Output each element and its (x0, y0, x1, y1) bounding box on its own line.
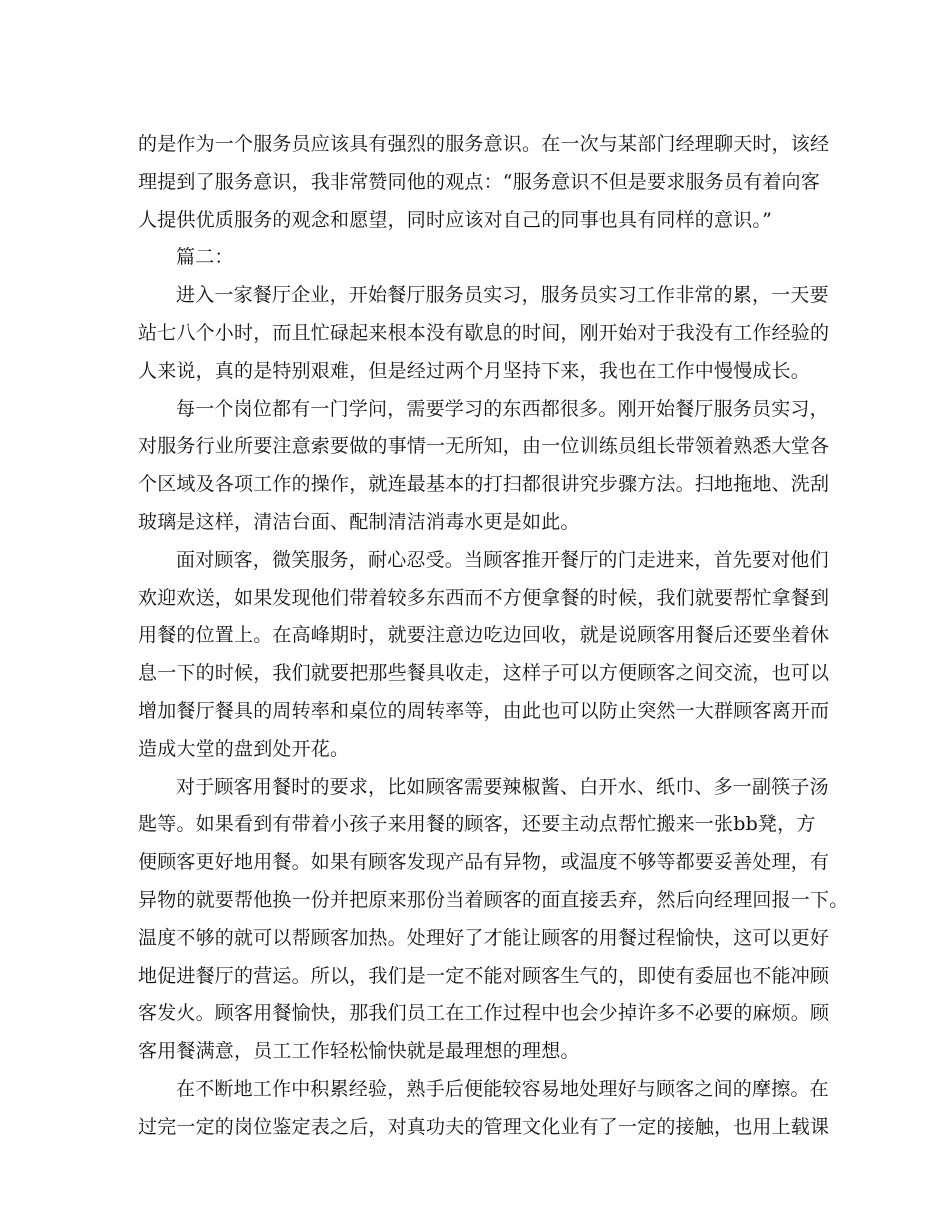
text-line: 客发火。顾客用餐愉快，那我们员工在工作过程中也会少掉许多不必要的麻烦。顾 (138, 1002, 830, 1025)
text-line: 篇二： (176, 246, 234, 269)
text-line: 异物的就要帮他换一份并把原来那份当着顾客的面直接丢弃，然后向经理回报一下。 (138, 888, 849, 911)
text-line: 站七八个小时，而且忙碌起来根本没有歇息的时间，刚开始对于我没有工作经验的 (138, 321, 830, 344)
text-line: 温度不够的就可以帮顾客加热。处理好了才能让顾客的用餐过程愉快，这可以更好 (138, 926, 830, 949)
text-line: 地促进餐厅的营运。所以，我们是一定不能对顾客生气的，即使有委屈也不能冲顾 (138, 964, 830, 987)
text-line: 欢迎欢送，如果发现他们带着较多东西而不方便拿餐的时候，我们就要帮忙拿餐到 (138, 586, 830, 609)
text-line: 人来说，真的是特别艰难，但是经过两个月坚持下来，我也在工作中慢慢成长。 (138, 359, 811, 382)
text-line: 增加餐厅餐具的周转率和桌位的周转率等，由此也可以防止突然一大群顾客离开而 (138, 699, 830, 722)
text-line: 客用餐满意，员工工作轻松愉快就是最理想的理想。 (138, 1040, 580, 1063)
text-line: 用餐的位置上。在高峰期时，就要注意边吃边回收，就是说顾客用餐后还要坐着休 (138, 624, 830, 647)
text-line: 每一个岗位都有一门学问，需要学习的东西都很多。刚开始餐厅服务员实习， (176, 397, 829, 420)
text-line: 过完一定的岗位鉴定表之后，对真功夫的管理文化业有了一定的接触，也用上载课 (138, 1115, 830, 1138)
text-line: 在不断地工作中积累经验，熟手后便能较容易地处理好与顾客之间的摩擦。在 (176, 1077, 829, 1100)
text-line: 便顾客更好地用餐。如果有顾客发现产品有异物，或温度不够等都要妥善处理，有 (138, 851, 830, 874)
text-line: 对于顾客用餐时的要求，比如顾客需要辣椒酱、白开水、纸巾、多一副筷子汤 (176, 775, 829, 798)
text-line: 面对顾客，微笑服务，耐心忍受。当顾客推开餐厅的门走进来，首先要对他们 (176, 548, 829, 571)
text-line: 玻璃是这样，清洁台面、配制清洁消毒水更是如此。 (138, 510, 580, 533)
text-line: 对服务行业所要注意索要做的事情一无所知，由一位训练员组长带领着熟悉大堂各 (138, 435, 830, 458)
text-line: 个区域及各项工作的操作，就连最基本的打扫都很讲究步骤方法。扫地拖地、洗刮 (138, 473, 830, 496)
text-line: 人提供优质服务的观念和愿望，同时应该对自己的同事也具有同样的意识。” (138, 208, 773, 231)
text-line: 匙等。如果看到有带着小孩子来用餐的顾客，还要主动点帮忙搬来一张bb凳，方 (138, 813, 816, 836)
text-line: 理提到了服务意识，我非常赞同他的观点：“服务意识不但是要求服务员有着向客 (138, 170, 820, 193)
document-body (138, 126, 849, 1147)
text-line: 造成大堂的盘到处开花。 (138, 737, 350, 760)
text-line: 息一下的时候，我们就要把那些餐具收走，这样子可以方便顾客之间交流，也可以 (138, 662, 830, 685)
text-line: 进入一家餐厅企业，开始餐厅服务员实习，服务员实习工作非常的累，一天要 (176, 284, 829, 307)
text-line: 的是作为一个服务员应该具有强烈的服务意识。在一次与某部门经理聊天时，该经 (138, 133, 830, 155)
